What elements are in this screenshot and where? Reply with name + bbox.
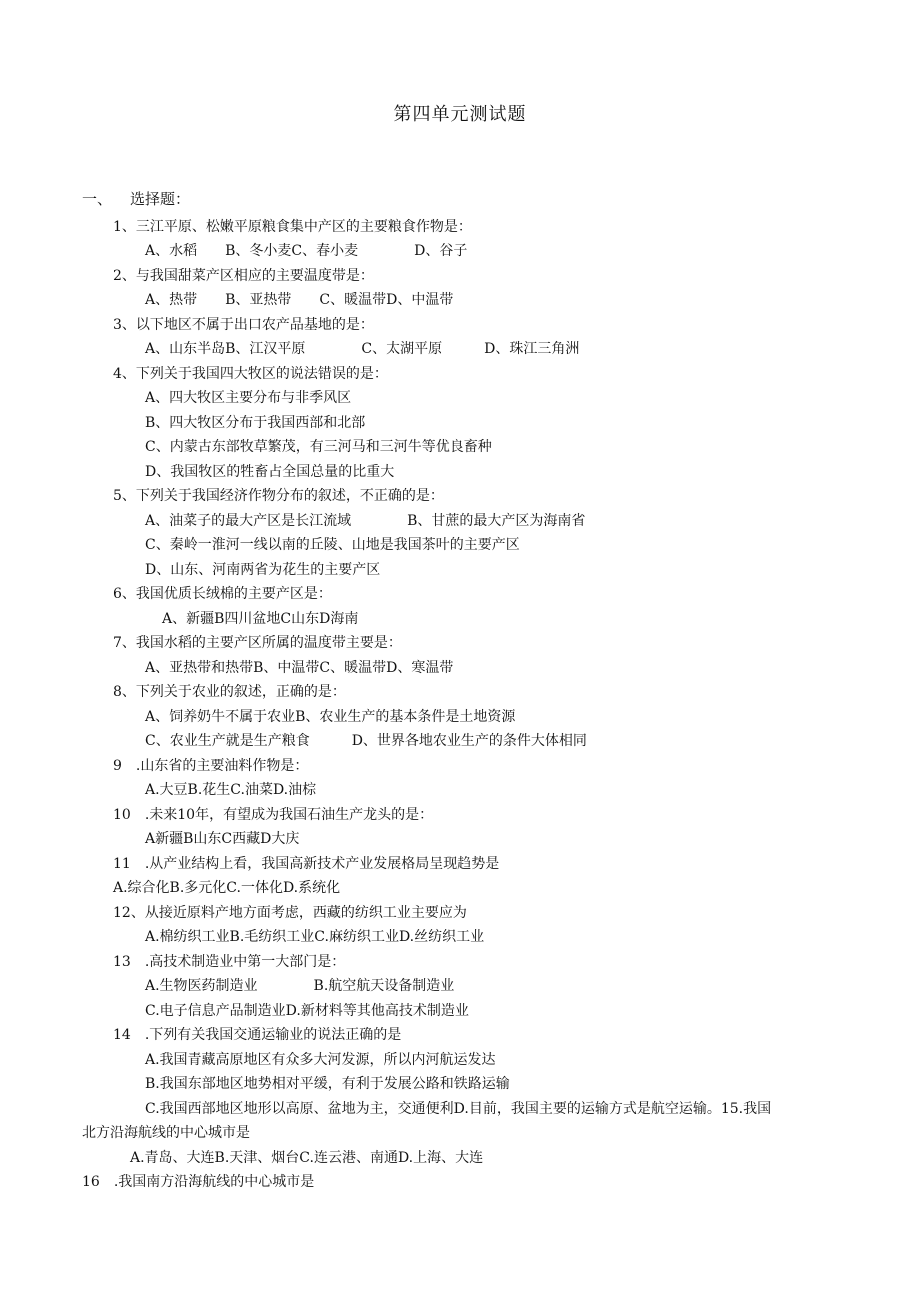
options-12: A.棉纺织工业B.毛纺织工业C.麻纺织工业D.丝纺织工业: [145, 929, 485, 945]
options-13cd: C.电子信息产品制造业D.新材料等其他高技术制造业: [145, 1003, 469, 1019]
options-10: A新疆B山东C西藏D大庆: [145, 831, 300, 847]
options-1: A、水稻 B、冬小麦C、春小麦 D、谷子: [145, 243, 468, 259]
options-13ab: A.生物医药制造业 B.航空航天设备制造业: [145, 978, 455, 994]
question-11: 11 .从产业结构上看，我国高新技术产业发展格局呈现趋势是: [113, 856, 500, 872]
options-15: A.青岛、大连B.天津、烟台C.连云港、南通D.上海、大连: [130, 1150, 484, 1166]
options-3: A、山东半岛B、江汉平原 C、太湖平原 D、珠江三角洲: [145, 341, 580, 357]
question-3: 3、以下地区不属于出口农产品基地的是：: [113, 317, 374, 333]
option-4a: A、四大牧区主要分布与非季风区: [145, 390, 352, 406]
question-10: 10 .未来10年，有望成为我国石油生产龙头的是：: [113, 807, 434, 823]
options-8cd: C、农业生产就是生产粮食 D、世界各地农业生产的条件大体相同: [145, 733, 587, 749]
options-5ab: A、油菜子的最大产区是长江流域 B、甘蔗的最大产区为海南省: [145, 513, 586, 529]
options-11: A.综合化B.多元化C.一体化D.系统化: [113, 880, 341, 896]
question-14: 14 .下列有关我国交通运输业的说法正确的是: [113, 1027, 402, 1043]
option-14b: B.我国东部地区地势相对平缓，有利于发展公路和铁路运输: [145, 1076, 510, 1092]
option-14cd-question-15: C.我国西部地区地形以高原、盆地为主，交通便利D.目前，我国主要的运输方式是航空运输。15.我国: [145, 1101, 772, 1117]
question-1: 1、三江平原、松嫩平原粮食集中产区的主要粮食作物是：: [113, 219, 472, 235]
option-4b: B、四大牧区分布于我国西部和北部: [145, 415, 366, 431]
option-5d: D、山东、河南两省为花生的主要产区: [145, 562, 381, 578]
option-4c: C、内蒙古东部牧草繁茂，有三河马和三河牛等优良畜种: [145, 439, 492, 455]
question-2: 2、与我国甜菜产区相应的主要温度带是：: [113, 268, 374, 284]
section-label: 选择题：: [130, 190, 191, 208]
section-heading: [82, 188, 190, 209]
options-9: A.大豆B.花生C.油菜D.油棕: [145, 782, 317, 798]
options-2: A、热带 B、亚热带 C、暖温带D、中温带: [145, 292, 454, 308]
question-4: 4、下列关于我国四大牧区的说法错误的是：: [113, 366, 388, 382]
question-8: 8、下列关于农业的叙述，正确的是：: [113, 684, 346, 700]
options-7: A、亚热带和热带B、中温带C、暖温带D、寒温带: [145, 660, 454, 676]
question-16: 16 .我国南方沿海航线的中心城市是: [82, 1174, 315, 1190]
question-5: 5、下列关于我国经济作物分布的叙述，不正确的是：: [113, 488, 444, 504]
question-12: 12、从接近原料产地方面考虑，西藏的纺织工业主要应为: [113, 905, 467, 921]
section-number: 一、: [82, 190, 113, 208]
option-5c: C、秦岭一淮河一线以南的丘陵、山地是我国茶叶的主要产区: [145, 537, 520, 553]
question-6: 6、我国优质长绒棉的主要产区是：: [113, 586, 332, 602]
question-7: 7、我国水稻的主要产区所属的温度带主要是：: [113, 635, 402, 651]
page-title: 第四单元测试题: [393, 104, 527, 125]
options-8ab: A、饲养奶牛不属于农业B、农业生产的基本条件是土地资源: [145, 709, 516, 725]
question-9: 9 .山东省的主要油料作物是：: [113, 758, 309, 774]
question-15-cont: 北方沿海航线的中心城市是: [82, 1125, 250, 1141]
option-4d: D、我国牧区的牲畜占全国总量的比重大: [145, 464, 395, 480]
options-6: A、新疆B四川盆地C山东D海南: [162, 611, 359, 627]
option-14a: A.我国青藏高原地区有众多大河发源，所以内河航运发达: [145, 1052, 496, 1068]
question-13: 13 .高技术制造业中第一大部门是：: [113, 954, 346, 970]
